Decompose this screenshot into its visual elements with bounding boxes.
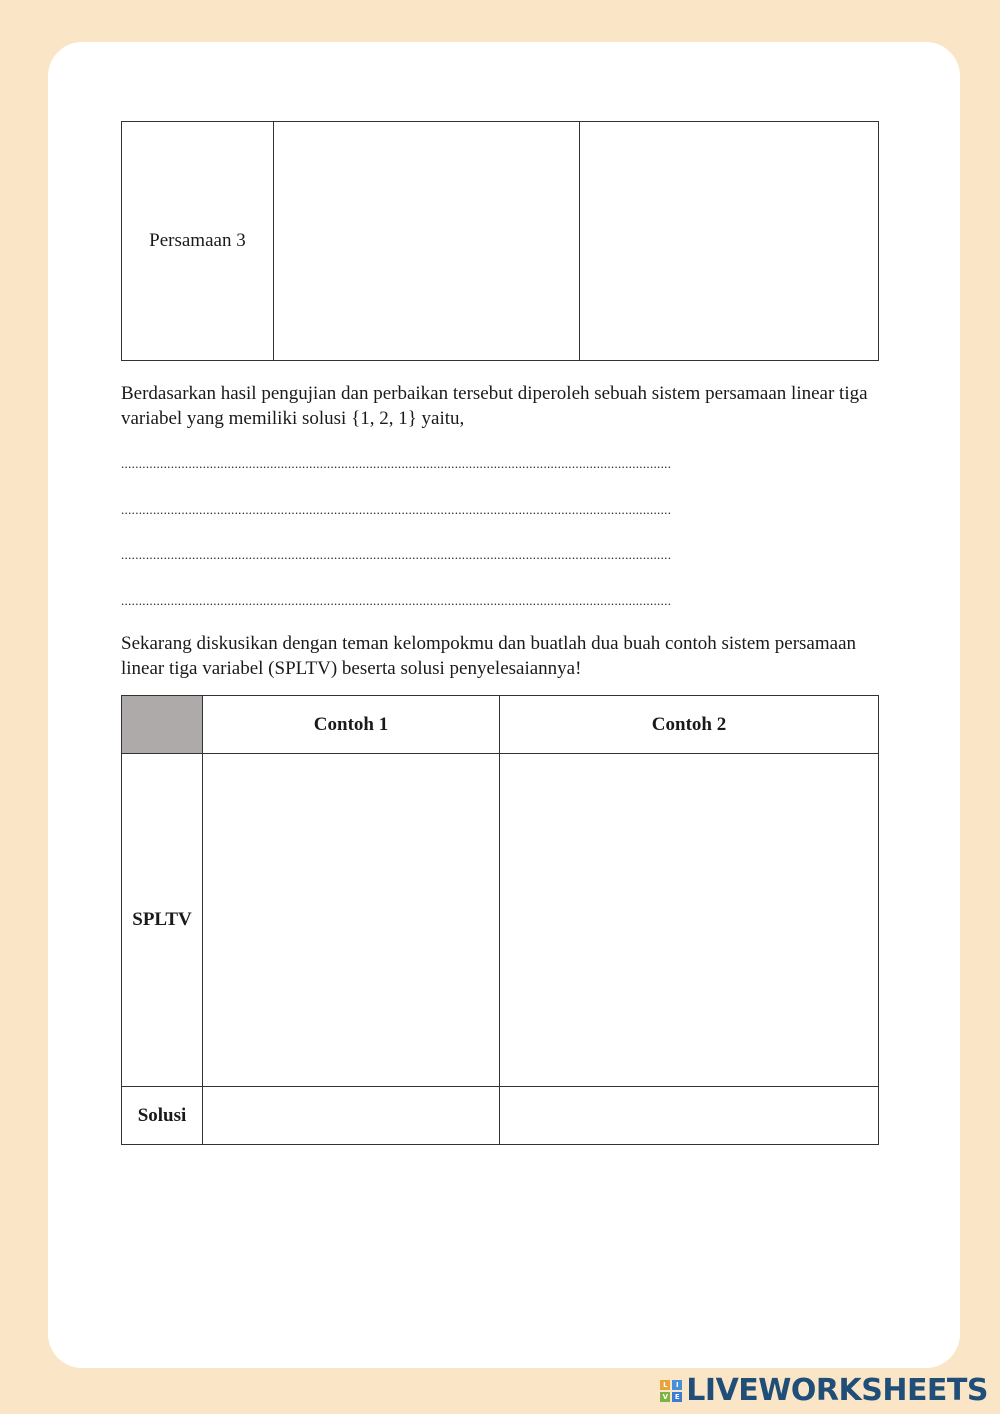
equation-3-label: Persamaan 3 bbox=[122, 122, 274, 361]
equation-table bbox=[121, 121, 879, 361]
instruction-paragraph-1: Berdasarkan hasil pengujian dan perbaikan tersebut diperoleh sebuah sistem persamaan linear tiga variabel yang memiliki solusi {1, 2, 1} yaitu, bbox=[121, 383, 868, 429]
equation-3-cell-b[interactable] bbox=[580, 122, 879, 361]
contoh-1-spltv-cell[interactable] bbox=[203, 754, 500, 1087]
answer-line-4[interactable]: ........................................................................................................................................................... bbox=[121, 593, 672, 608]
brand-text: LIVEWORKSHEETS bbox=[686, 1373, 988, 1408]
instruction-paragraph-2: Sekarang diskusikan dengan teman kelompokmu dan buatlah dua buah contoh sistem persamaan linear tiga variabel (SPLTV) beserta solusi penyelesaiannya! bbox=[121, 633, 857, 679]
answer-line-2[interactable]: ........................................................................................................................................................... bbox=[121, 502, 672, 517]
spltv-row-label: SPLTV bbox=[122, 754, 203, 1087]
contoh-2-solusi-cell[interactable] bbox=[500, 1087, 879, 1145]
contoh-1-solusi-cell[interactable] bbox=[203, 1087, 500, 1145]
contoh-2-header: Contoh 2 bbox=[500, 696, 879, 754]
liveworksheets-logo-icon: L I V E bbox=[660, 1380, 682, 1402]
worksheet-page bbox=[48, 42, 960, 1368]
solusi-row-label: Solusi bbox=[122, 1087, 203, 1145]
examples-table bbox=[121, 695, 879, 1145]
answer-line-3[interactable]: ........................................................................................................................................................... bbox=[121, 547, 672, 562]
contoh-2-spltv-cell[interactable] bbox=[500, 754, 879, 1087]
contoh-1-header: Contoh 1 bbox=[203, 696, 500, 754]
equation-3-cell-a[interactable] bbox=[273, 122, 580, 361]
liveworksheets-brand bbox=[660, 1373, 988, 1408]
answer-line-1[interactable]: ........................................................................................................................................................... bbox=[121, 456, 672, 471]
table-corner-cell bbox=[122, 696, 203, 754]
